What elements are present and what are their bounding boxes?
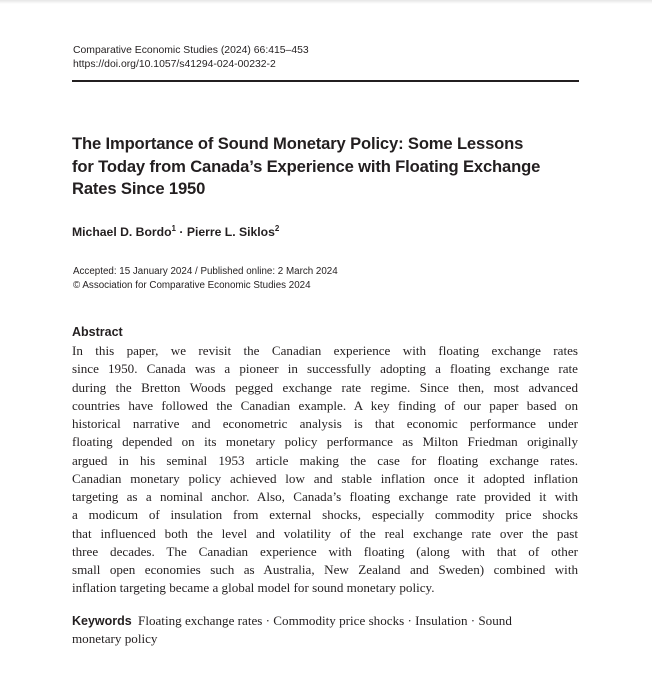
- abstract-line: small open economies such as Australia, New Zealand and Sweden) combined with: [72, 562, 578, 577]
- abstract-line: that influenced both the level and volatility of the real exchange rate over the past: [72, 525, 578, 541]
- abstract-line: historical narrative and econometric analysis is that economic performance under: [72, 416, 578, 431]
- abstract-line: targeting as a nominal anchor. Also, Canada’s floating exchange rate provided it with: [72, 489, 578, 504]
- keywords-line: monetary policy: [72, 631, 158, 647]
- title-line: Rates Since 1950: [72, 179, 206, 198]
- abstract-body: [72, 342, 578, 598]
- abstract-line: In this paper, we revisit the Canadian experience with floating exchange rates: [72, 343, 578, 358]
- page-top-edge: [0, 0, 652, 4]
- abstract-line: since 1950. Canada was a pioneer in successfully adopting a floating exchange rate: [72, 361, 578, 377]
- title-line: The Importance of Sound Monetary Policy: Some Lessons: [72, 134, 524, 153]
- keywords-list: Floating exchange rates · Commodity price shocks · Insulation · Sound: [138, 613, 512, 628]
- publication-dates: Accepted: 15 January 2024 / Published online: 2 March 2024: [73, 266, 338, 277]
- author-separator: ·: [176, 225, 187, 239]
- keywords-line: [72, 612, 578, 630]
- affiliation-marker[interactable]: 2: [274, 224, 280, 233]
- author-list: [72, 224, 279, 240]
- paper-title: [72, 133, 592, 201]
- journal-citation: Comparative Economic Studies (2024) 66:415–453: [73, 45, 309, 56]
- header-rule: [72, 80, 579, 82]
- abstract-line: countries have followed the Canadian example. A key finding of our paper based on: [72, 397, 578, 413]
- copyright-notice: © Association for Comparative Economic Studies 2024: [73, 280, 311, 291]
- abstract-line: floating depended on its monetary policy performance as Milton Friedman originally: [72, 434, 578, 450]
- abstract-line: a modicum of insulation from external shocks, especially commodity price shocks: [72, 507, 578, 523]
- abstract-line: Canadian monetary policy achieved low and stable inflation once it adopted inflation: [72, 470, 578, 486]
- abstract-line: three decades. The Canadian experience with floating (along with that of other: [72, 543, 578, 559]
- abstract-line: argued in his seminal 1953 article making the case for floating exchange rates.: [72, 452, 578, 468]
- abstract-line: during the Bretton Woods pegged exchange rate regime. Since then, most advanced: [72, 379, 578, 395]
- keywords-label: Keywords: [72, 614, 132, 628]
- affiliation-marker[interactable]: 1: [171, 224, 176, 233]
- doi-link[interactable]: https://doi.org/10.1057/s41294-024-00232-2: [73, 59, 276, 70]
- author-name[interactable]: Michael D. Bordo: [72, 225, 172, 239]
- author-name[interactable]: Pierre L. Siklos: [186, 225, 275, 239]
- keywords-section: [72, 612, 578, 649]
- title-line: for Today from Canada’s Experience with Floating Exchange: [72, 156, 541, 176]
- abstract-heading: Abstract: [72, 325, 123, 339]
- abstract-line: inflation targeting became a global model for sound monetary policy.: [72, 580, 435, 596]
